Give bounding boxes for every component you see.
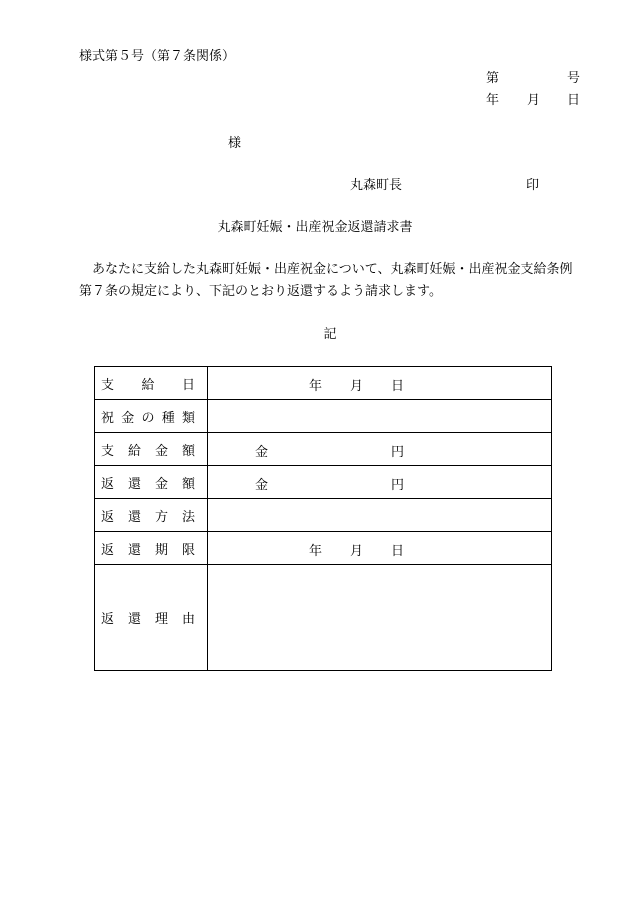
refund-reason-field[interactable]: [208, 565, 552, 671]
row-label: [95, 532, 208, 565]
issuer-name: 丸森町長: [350, 178, 403, 193]
label-char: 祝: [101, 410, 115, 426]
label-char: 種: [161, 410, 175, 426]
seal-mark: 印: [526, 178, 540, 193]
yen-label: 円: [391, 478, 405, 493]
gift-type-field[interactable]: [208, 400, 552, 433]
body-paragraph: あなたに支給した丸森町妊娠・出産祝金について、丸森町妊娠・出産祝金支給条例第７条の規定により、下記のとおり返還するよう請求します。: [79, 262, 573, 299]
refund-details-table: [94, 366, 552, 671]
label-char: 返: [101, 542, 115, 558]
label-char: 日: [181, 377, 195, 393]
amount-prefix: 金: [255, 478, 269, 493]
row-label: [95, 433, 208, 466]
table-row-payment-date: [95, 367, 552, 400]
label-char: 金: [154, 443, 168, 459]
table-row-refund-reason: [95, 565, 552, 671]
form-number: 様式第５号（第７条関係）: [79, 49, 236, 64]
paid-amount-field[interactable]: [208, 433, 552, 466]
month-label: 月: [350, 544, 364, 559]
row-label: [95, 499, 208, 532]
day-label: 日: [391, 544, 405, 559]
date-day-label: 日: [566, 93, 580, 108]
date-month-label: 月: [527, 93, 541, 108]
row-label: [95, 565, 208, 671]
label-char: 還: [127, 542, 141, 558]
payment-date-field[interactable]: [208, 367, 552, 400]
label-char: 給: [141, 377, 155, 393]
addressee-honorific: 様: [228, 136, 242, 151]
label-char: 支: [101, 443, 115, 459]
table-row-refund-deadline: [95, 532, 552, 565]
label-char: 方: [154, 509, 168, 525]
label-char: 返: [101, 476, 115, 492]
label-char: 金: [121, 410, 135, 426]
label-char: 額: [181, 443, 195, 459]
label-char: 由: [181, 612, 195, 627]
label-char: 額: [181, 476, 195, 492]
label-char: の: [141, 410, 155, 426]
year-label: 年: [309, 544, 323, 559]
label-char: 期: [154, 542, 168, 558]
document-title: 丸森町妊娠・出産祝金返還請求書: [217, 220, 413, 235]
day-label: 日: [391, 379, 405, 394]
refund-method-field[interactable]: [208, 499, 552, 532]
amount-prefix: 金: [255, 445, 269, 460]
month-label: 月: [350, 379, 364, 394]
refund-deadline-field[interactable]: [208, 532, 552, 565]
label-char: 返: [101, 612, 115, 627]
table-row-paid-amount: [95, 433, 552, 466]
row-label: [95, 367, 208, 400]
row-label: [95, 466, 208, 499]
refund-amount-field[interactable]: [208, 466, 552, 499]
label-char: 返: [101, 509, 115, 525]
document-number-suffix: 号: [566, 71, 580, 86]
date-year-label: 年: [486, 93, 500, 108]
row-label: [95, 400, 208, 433]
label-char: 金: [154, 476, 168, 492]
yen-label: 円: [391, 445, 405, 460]
table-row-refund-method: [95, 499, 552, 532]
year-label: 年: [309, 379, 323, 394]
table-row-gift-type: [95, 400, 552, 433]
label-char: 還: [127, 476, 141, 492]
document-number-prefix: 第: [486, 71, 500, 86]
label-char: 給: [127, 443, 141, 459]
label-char: 法: [181, 509, 195, 525]
table-row-refund-amount: [95, 466, 552, 499]
label-char: 還: [127, 509, 141, 525]
label-char: 限: [181, 542, 195, 558]
label-char: 理: [154, 612, 168, 627]
label-char: 還: [127, 612, 141, 627]
label-char: 類: [181, 410, 195, 426]
label-char: 支: [101, 377, 115, 393]
ki-heading: 記: [323, 327, 337, 342]
